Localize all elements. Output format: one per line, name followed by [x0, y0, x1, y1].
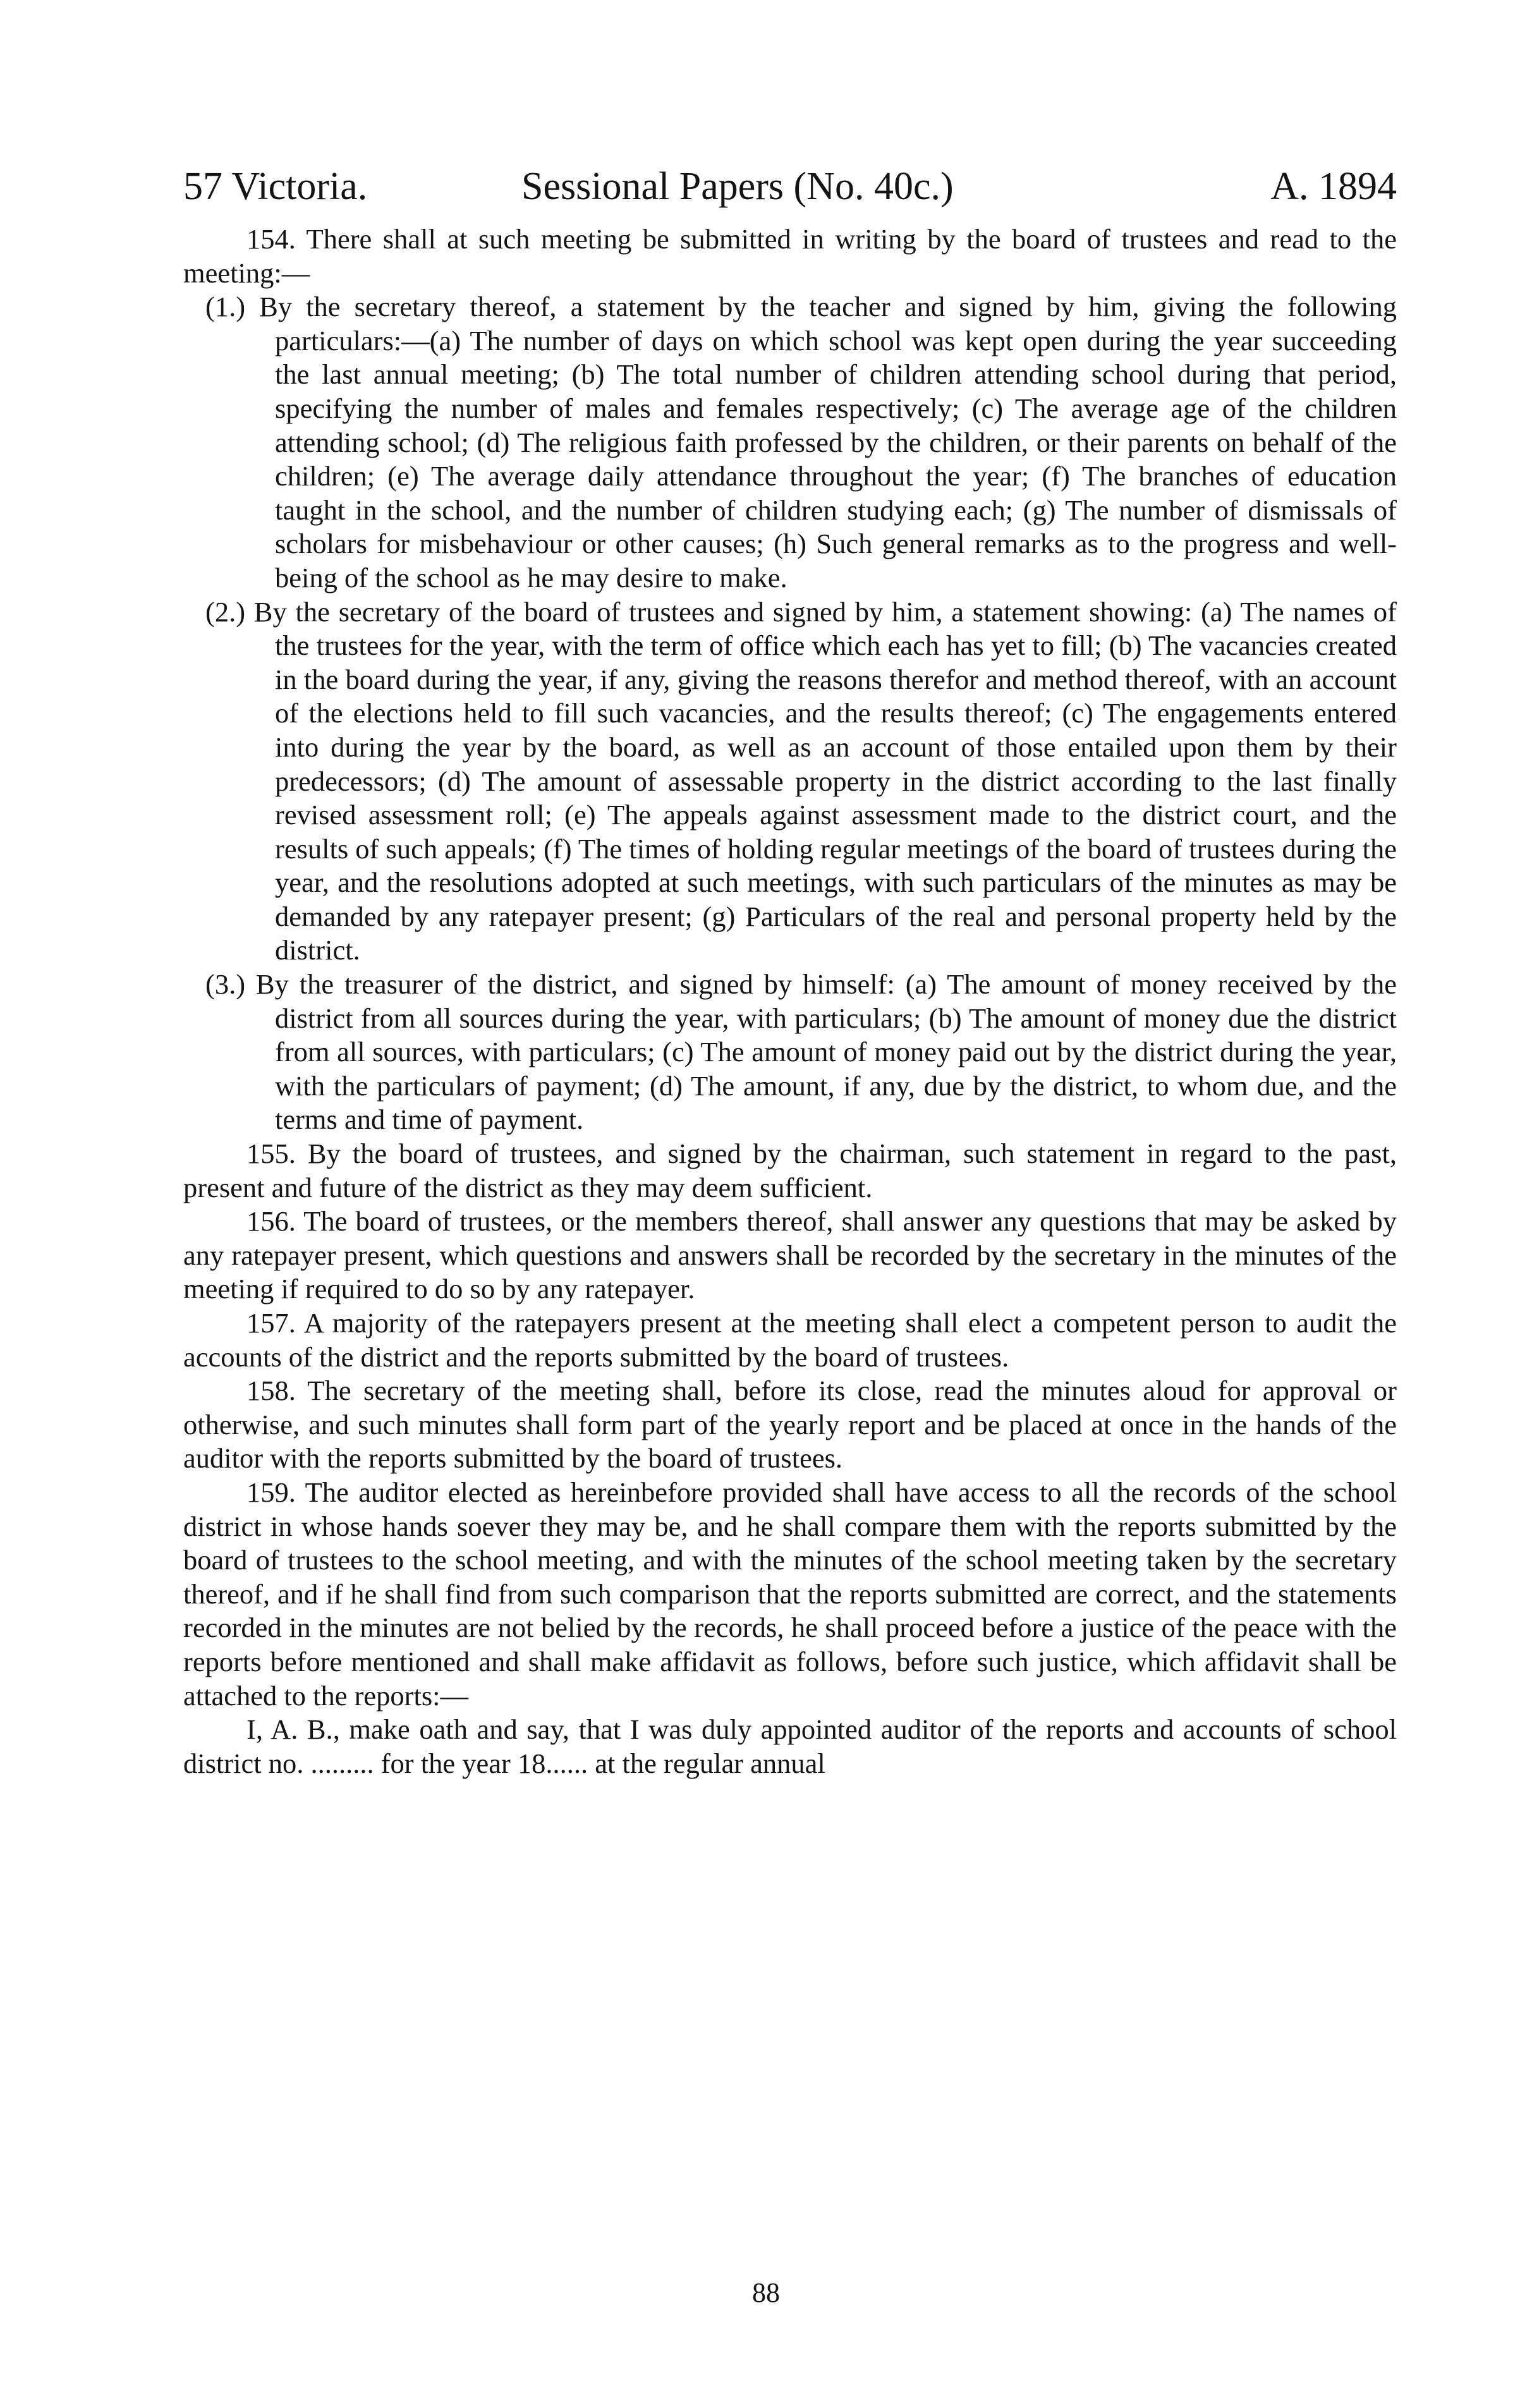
- section-158: 158. The secretary of the meeting shall, before its close, read the minutes aloud for approval or otherwise, and such minutes shall form part of the yearly report and be placed at once in the hands of the auditor with the reports submitted by the board of trustees.: [183, 1375, 1397, 1475]
- affidavit-form: I, A. B., make oath and say, that I was duly appointed auditor of the reports and accounts of school district no. ......... for the year 18...... at the regular annual: [183, 1713, 1397, 1779]
- section-157: 157. A majority of the ratepayers present at the meeting shall elect a competent person to audit the accounts of the district and the reports submitted by the board of trustees.: [183, 1307, 1397, 1373]
- running-header: [183, 158, 1397, 215]
- section-154-item-3: (3.) By the treasurer of the district, and signed by himself: (a) The amount of money received by the district from all sources during the year, with particulars; (b) The amount of money due the district from all sources, with particulars; (c) The amount of money paid out by the district during the year, with the particulars of payment; (d) The amount, if any, due by the district, to whom due, and the terms and time of payment.: [205, 968, 1397, 1136]
- body-text: [183, 222, 1397, 1780]
- section-154: 154. There shall at such meeting be submitted in writing by the board of trustees and read to the meeting:—: [183, 223, 1397, 289]
- section-155: 155. By the board of trustees, and signed by the chairman, such statement in regard to the past, present and future of the district as they may deem sufficient.: [183, 1138, 1397, 1203]
- section-159: 159. The auditor elected as hereinbefore provided shall have access to all the records of the school district in whose hands soever they may be, and he shall compare them with the reports submitted by the board of trustees to the school meeting, and with the minutes of the school meeting taken by the secretary thereof, and if he shall find from such comparison that the reports submitted are correct, and the statements recorded in the minutes are not belied by the records, he shall proceed before a justice of the peace with the reports before mentioned and shall make affidavit as follows, before such justice, which affidavit shall be attached to the reports:—: [183, 1476, 1397, 1712]
- section-154-item-1: (1.) By the secretary thereof, a statement by the teacher and signed by him, giving the following particulars:—(a) The number of days on which school was kept open during the year succeeding the last annual meeting; (b) The total number of children attending school during that period, specifying the number of males and females respectively; (c) The average age of the children attending school; (d) The religious faith professed by the children, or their parents on behalf of the children; (e) The average daily attendance throughout the year; (f) The branches of education taught in the school, and the number of children studying each; (g) The number of dismissals of scholars for misbehaviour or other causes; (h) Such general remarks as to the progress and well-being of the school as he may desire to make.: [205, 291, 1397, 593]
- header-year: A. 1894: [1270, 165, 1397, 208]
- page-number: 88: [752, 2277, 780, 2308]
- section-154-item-2: (2.) By the secretary of the board of trustees and signed by him, a statement showing: (a) The names of the trustees for the year, with the term of office which each has yet to fill; (b) The vacancies created in the board during the year, if any, giving the reasons therefor and method thereof, with an account of the elections held to fill such vacancies, and the results thereof; (c) The engagements entered into during the year by the board, as well as an account of those entailed upon them by their predecessors; (d) The amount of assessable property in the district according to the last finally revised assessment roll; (e) The appeals against assessment made to the district court, and the results of such appeals; (f) The times of holding regular meetings of the board of trustees during the year, and the resolutions adopted at such meetings, with such particulars of the minutes as may be demanded by any ratepayer present; (g) Particulars of the real and personal property held by the district.: [205, 595, 1397, 966]
- header-session: 57 Victoria.: [183, 165, 368, 208]
- header-title: Sessional Papers (No. 40c.): [521, 165, 954, 208]
- section-156: 156. The board of trustees, or the members thereof, shall answer any questions that may be asked by any ratepayer present, which questions and answers shall be recorded by the secretary in the minutes of the meeting if required to do so by any ratepayer.: [183, 1205, 1397, 1305]
